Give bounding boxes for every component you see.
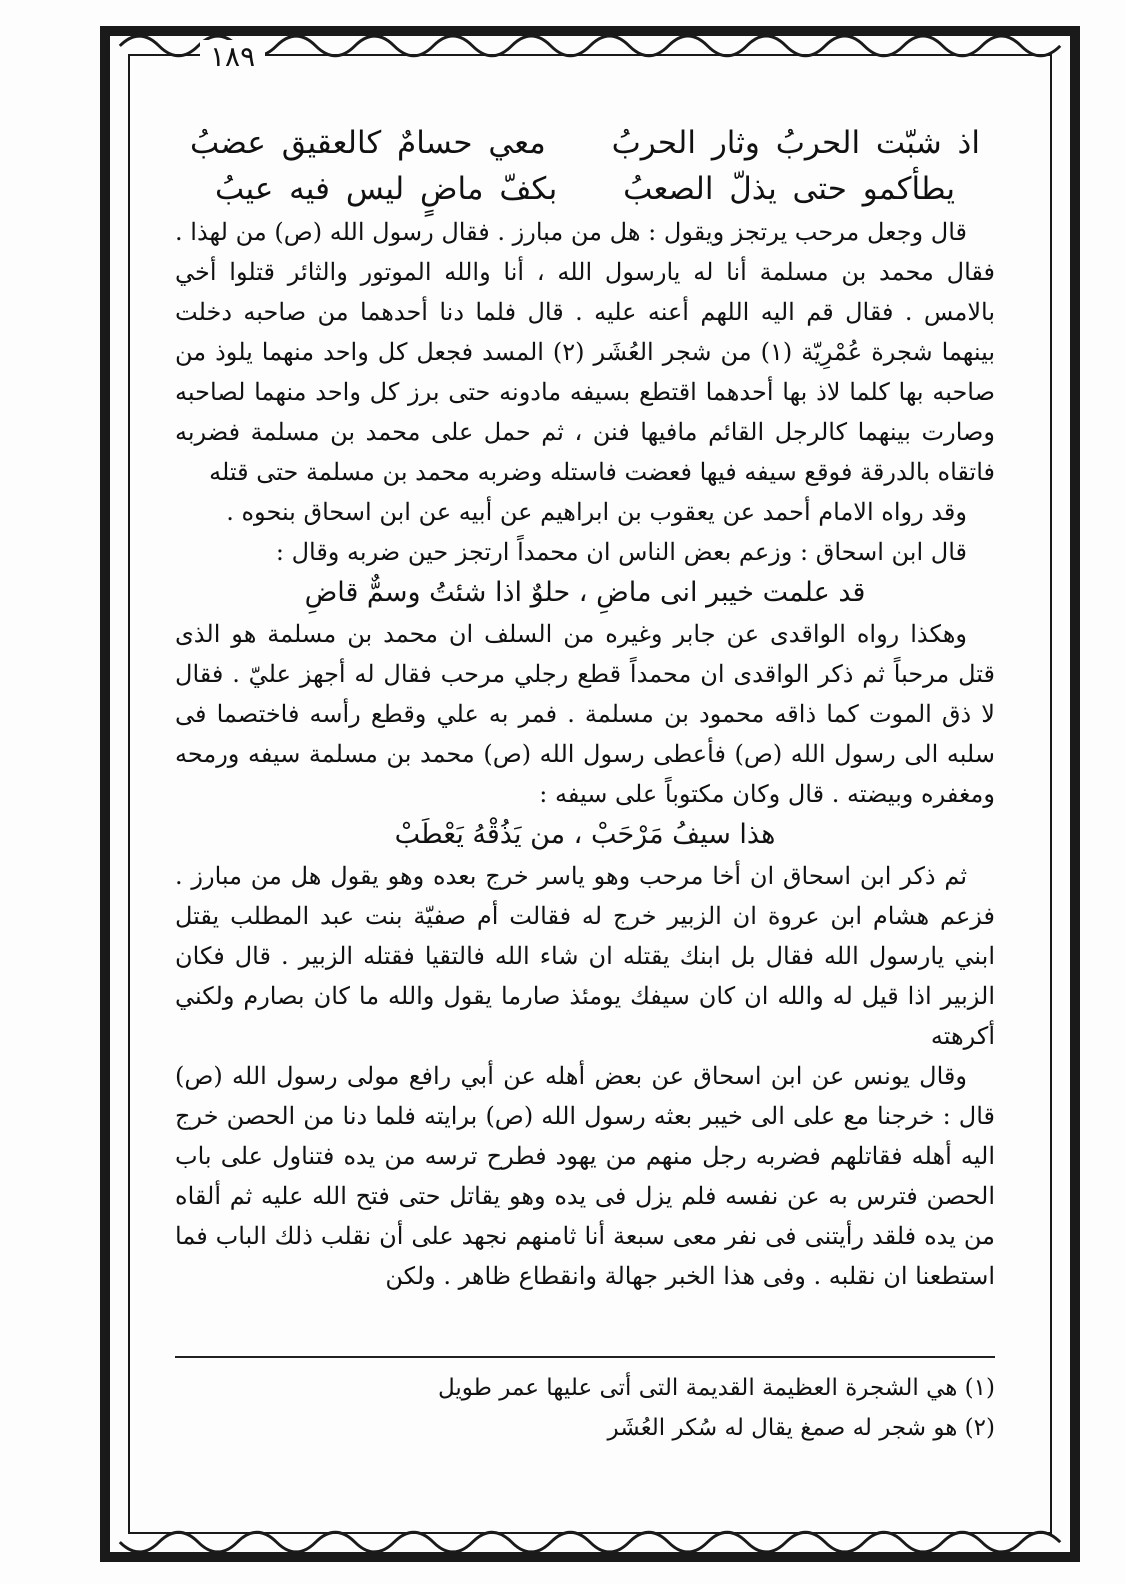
paragraph-6: وقال يونس عن ابن اسحاق عن بعض أهله عن أبي رافع مولى رسول الله (ص) قال : خرجنا مع على الى خيبر بعثه رسول الله (ص) برايته فلما دنا من الحصن خرج اليه أهله فقاتلهم فضربه رجل منهم من يهود فطرح ترسه من يده فتناول على باب الحصن فترس به عن نفسه فلم يزل فى يده وهو يقاتل حتى فتح الله عليه ثم ألقاه من يده فلقد رأيتنى فى نفر معى سبعة أنا ثامنهم نجهد على أن نقلب ذلك الباب فما استطعنا ان نقلبه . وفى هذا الخبر جهالة وانقطاع ظاهر . ولكن <box>175 1062 995 1290</box>
hemistich-1b: معي حسامٌ كالعقيق عضبُ <box>190 125 546 161</box>
page-number: ١٨٩ <box>200 40 265 73</box>
paragraph-4: وهكذا رواه الواقدى عن جابر وغيره من السلف ان محمد بن مسلمة هو الذى قتل مرحباً ثم ذكر الواقدى ان محمداً قطع رجلي مرحب فقال له أجهز عليّ . فقال لا ذق الموت كما ذاقه محمود بن مسلمة . فمر به علي وقطع رأسه فاختصما فى سلبه الى رسول الله (ص) فأعطى رسول الله (ص) محمد بن مسلمة سيفه ورمحه ومغفره وبيضته . قال وكان مكتوباً على سيفه : <box>175 620 995 808</box>
paragraph-5: ثم ذكر ابن اسحاق ان أخا مرحب وهو ياسر خرج بعده وهو يقول هل من مبارز . فزعم هشام ابن عروة ان الزبير خرج له فقالت أم صفيّة بنت عبد المطلب يقتل ابني يارسول الله فقال بل ابنك يقتله ان شاء الله فالتقيا فقتله الزبير . قال فكان الزبير اذا قيل له والله ان كان سيفك يومئذ صارما يقول والله ما كان بصارم ولكني أكرهته <box>175 862 995 1050</box>
footnote-2: (٢) هو شجر له صمغ يقال له سُكر العُشَر <box>607 1415 995 1441</box>
paragraph-1: قال وجعل مرحب يرتجز ويقول : هل من مبارز . فقال رسول الله (ص) من لهذا . فقال محمد بن مسلمة أنا له يارسول الله ، أنا والله الموتور والثائر قتلوا أخي بالامس . فقال قم اليه اللهم أعنه عليه . قال فلما دنا أحدهما من صاحبه دخلت بينهما شجرة عُمْرِيّة (١) من شجر العُشَر (٢) المسد فجعل كل واحد منهما يلوذ من صاحبه بها كلما لاذ بها أحدهما اقتطع بسيفه مادونه حتى برز كل واحد منهما لصاحبه وصارت بينهما كالرجل القائم مافيها فنن ، ثم حمل على محمد بن مسلمة فضربه فاتقاه بالدرقة فوقع سيفه فيها فعضت فاستله وضربه محمد بن مسلمة حتى قتله <box>175 218 996 486</box>
hemistich-2b: بكفّ ماضٍ ليس فيه عيبُ <box>215 171 558 207</box>
hemistich-2a: يطأكمو حتى يذلّ الصعبُ <box>623 171 955 207</box>
inline-verse-sword: هذا سيفُ مَرْحَبْ ، من يَذُقْهُ يَعْطَبْ <box>394 819 776 850</box>
footnotes <box>175 1356 995 1448</box>
paragraph-2: وقد رواه الامام أحمد عن يعقوب بن ابراهيم عن أبيه عن ابن اسحاق بنحوه . <box>226 498 967 526</box>
hemistich-1a: اذ شبّت الحربُ وثار الحربُ <box>611 125 980 161</box>
footnote-1: (١) هي الشجرة العظيمة القديمة التى أتى عليها عمر طويل <box>437 1375 995 1401</box>
poem-verse-2 <box>175 166 995 212</box>
inline-verse-khaybar: قد علمت خيبر انى ماضِ ، حلوٌ اذا شئتُ وسمٌّ قاضِ <box>304 577 866 608</box>
poem-verse-1 <box>175 120 995 166</box>
paragraph-3: قال ابن اسحاق : وزعم بعض الناس ان محمداً ارتجز حين ضربه وقال : <box>275 538 967 566</box>
page-body <box>175 120 995 1296</box>
